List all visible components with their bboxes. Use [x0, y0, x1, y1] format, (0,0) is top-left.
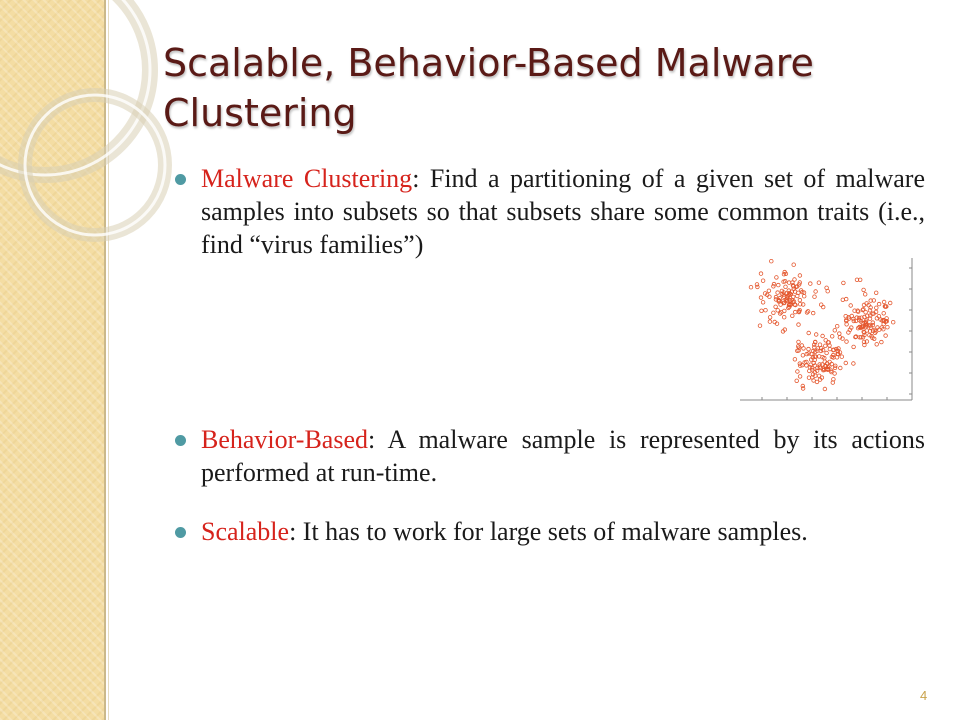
scatter-point — [776, 309, 780, 313]
scatter-point — [886, 325, 890, 329]
scatter-point — [884, 334, 888, 338]
scatter-point — [824, 339, 828, 343]
scatter-point — [796, 370, 800, 374]
bullet-text — [201, 423, 925, 489]
scatter-point — [877, 302, 881, 306]
scatter-point — [819, 349, 823, 353]
scatter-point — [825, 351, 829, 355]
scatter-point — [818, 343, 822, 347]
scatter-point — [793, 310, 797, 314]
scatter-point — [798, 274, 802, 278]
scatter-point — [749, 285, 753, 289]
scatter-point — [817, 374, 821, 378]
page-number: 4 — [920, 688, 928, 703]
scatter-point — [862, 288, 866, 292]
scatter-point — [770, 259, 774, 263]
scatter-point — [821, 334, 825, 338]
scatter-point — [841, 298, 845, 302]
bullet-term: Scalable — [201, 517, 290, 546]
scatter-point — [824, 344, 828, 348]
scatter-point — [814, 290, 818, 294]
scatter-point — [759, 272, 763, 276]
scatter-point — [839, 366, 843, 370]
scatter-point — [821, 305, 825, 309]
scatter-point — [838, 332, 842, 336]
scatter-point — [777, 283, 781, 287]
scatter-point — [814, 333, 818, 337]
bullet-icon — [175, 435, 186, 446]
scatter-point — [775, 276, 779, 280]
scatter-point — [828, 347, 832, 351]
scatter-point — [759, 296, 763, 300]
scatter-point — [792, 263, 796, 267]
scatter-point — [774, 305, 778, 309]
scatter-point — [852, 362, 856, 366]
scatter-point — [761, 279, 765, 283]
scatter-point — [874, 291, 878, 295]
scatter-point — [830, 335, 834, 339]
scatter-point — [835, 356, 839, 360]
bullet-icon — [175, 527, 186, 538]
scatter-point — [779, 303, 783, 307]
scatter-point — [888, 301, 892, 305]
scatter-point — [833, 329, 837, 333]
scatter-point — [830, 362, 834, 366]
scatter-point — [795, 379, 799, 383]
scatter-point — [882, 312, 886, 316]
bullet-description: : A malware sample is represented by its actions performed at run-time. — [201, 425, 925, 487]
scatter-point — [772, 285, 776, 289]
scatter-point — [809, 282, 813, 286]
scatter-point — [764, 308, 768, 312]
scatter-point — [760, 309, 764, 313]
scatter-point — [817, 281, 821, 285]
bullet-term: Behavior-Based — [201, 425, 368, 454]
scatter-point — [835, 324, 839, 328]
scatter-point — [774, 295, 778, 299]
scatter-point — [802, 294, 806, 298]
cluster-scatter-plot — [740, 258, 922, 402]
scatter-point — [798, 375, 802, 379]
scatter-point — [811, 311, 815, 315]
scatter-point — [772, 311, 776, 315]
scatter-point — [849, 304, 853, 308]
scatter-point — [767, 289, 771, 293]
scatter-point — [798, 298, 802, 302]
scatter-point — [807, 331, 811, 335]
scatter-point — [801, 387, 805, 391]
scatter-point — [819, 303, 823, 307]
bullet-text — [201, 162, 925, 261]
scatter-point — [793, 358, 797, 362]
bullet-term: Malware Clustering — [201, 164, 413, 193]
scatter-point — [844, 361, 848, 365]
scatter-point — [891, 320, 895, 324]
scatter-point — [768, 320, 772, 324]
scatter-point — [845, 340, 849, 344]
bullet-description: : Find a partitioning of a given set of malware samples into subsets so that subsets share some common traits (i.e., find “virus families”) — [201, 164, 925, 259]
scatter-point — [823, 387, 827, 391]
scatter-point — [801, 354, 805, 358]
scatter-point — [791, 314, 795, 318]
scatter-point — [882, 300, 886, 304]
scatter-point — [758, 324, 762, 328]
scatter-point — [797, 323, 801, 327]
scatter-point — [807, 347, 811, 351]
scatter-point — [875, 306, 879, 310]
scatter-point — [825, 286, 829, 290]
scatter-point — [782, 315, 786, 319]
scatter-point — [797, 340, 801, 344]
bullet-description: : It has to work for large sets of malware samples. — [289, 517, 808, 546]
scatter-point — [863, 293, 867, 297]
scatter-point — [880, 340, 884, 344]
scatter-point — [784, 285, 788, 289]
scatter-point — [755, 283, 759, 287]
slide-title: Scalable, Behavior-Based Malware Clustering — [163, 41, 814, 135]
scatter-point — [768, 316, 772, 320]
scatter-point — [761, 301, 765, 305]
scatter-point — [850, 314, 854, 318]
bullet-icon — [175, 174, 186, 185]
scatter-point — [875, 343, 879, 347]
scatter-point — [840, 355, 844, 359]
scatter-point — [842, 281, 846, 285]
scatter-point — [776, 291, 780, 295]
scatter-point — [852, 345, 856, 349]
scatter-point — [844, 297, 848, 301]
bullet-text — [201, 515, 925, 548]
scatter-point — [783, 309, 787, 313]
scatter-point — [813, 295, 817, 299]
